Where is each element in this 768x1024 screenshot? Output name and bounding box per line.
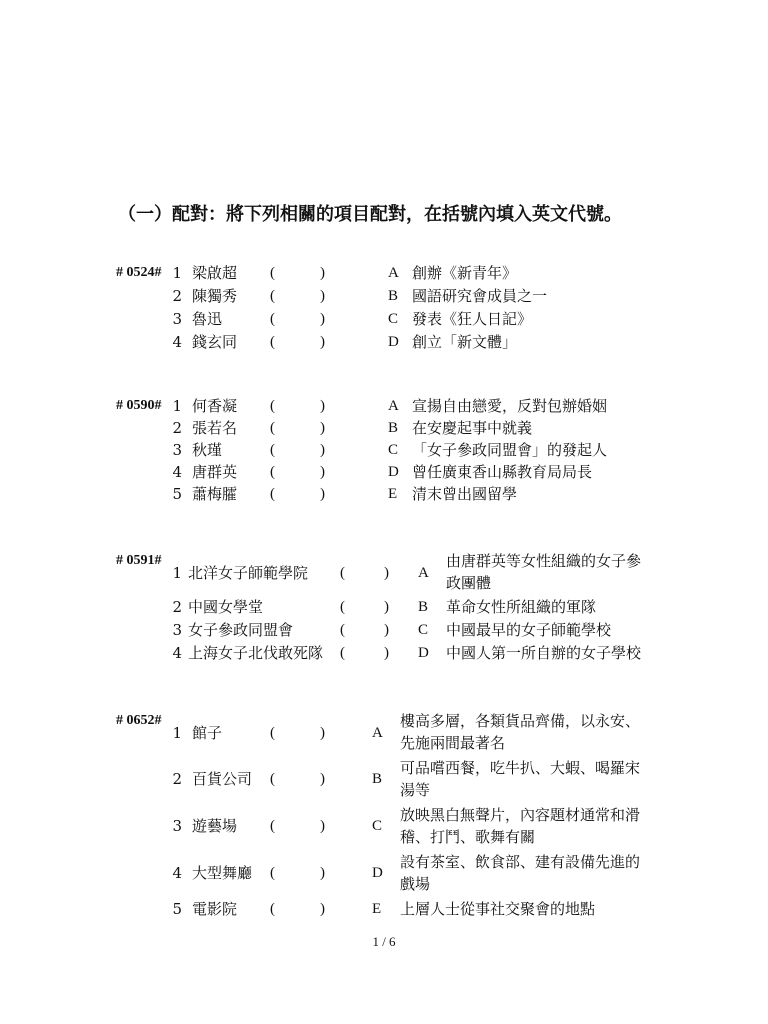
answer-close-paren: ) [320, 420, 325, 436]
option-desc: 中國最早的女子師範學校 [446, 621, 612, 639]
option-letter: E [372, 901, 382, 917]
option-desc-line1: 由唐群英等女性組織的女子參 [446, 552, 642, 570]
answer-close-paren: ) [384, 622, 389, 638]
answer-close-paren: ) [384, 645, 389, 661]
item-term: 唐群英 [192, 463, 238, 481]
option-letter: C [372, 818, 383, 834]
answer-open-paren: ( [270, 420, 275, 436]
option-letter: D [418, 645, 429, 661]
option-desc-line2: 戲場 [400, 875, 431, 893]
answer-open-paren: ( [340, 599, 345, 615]
option-letter: D [372, 865, 383, 881]
option-desc: 在安慶起事中就義 [412, 419, 533, 437]
option-letter: B [372, 771, 383, 787]
item-term: 大型舞廳 [192, 864, 253, 882]
option-letter: B [418, 599, 429, 615]
answer-close-paren: ) [320, 311, 325, 327]
item-number: 3 [172, 441, 182, 459]
item-number: 5 [172, 900, 182, 918]
match-row [0, 285, 768, 307]
option-desc-line2: 稽、打鬥、歌舞有關 [400, 828, 536, 846]
match-row [0, 417, 768, 439]
item-term: 中國女學堂 [188, 598, 264, 616]
item-number: 1 [172, 564, 182, 582]
match-row [0, 596, 768, 618]
answer-close-paren: ) [384, 599, 389, 615]
item-term: 蕭梅臛 [192, 485, 238, 503]
option-letter: C [388, 311, 399, 327]
item-number: 2 [172, 598, 182, 616]
question-code: # 0524# [116, 265, 162, 280]
match-row [0, 483, 768, 505]
answer-open-paren: ( [270, 725, 275, 741]
option-desc-line1: 樓高多層，各類貨品齊備，以永安、 [400, 712, 641, 730]
answer-close-paren: ) [320, 398, 325, 414]
match-row [0, 619, 768, 641]
answer-open-paren: ( [270, 901, 275, 917]
option-desc-line1: 設有茶室、飲食部、建有設備先進的 [400, 853, 641, 871]
answer-close-paren: ) [320, 771, 325, 787]
option-letter: B [388, 420, 399, 436]
item-term: 魯迅 [192, 310, 223, 328]
option-desc: 中國人第一所自辦的女子學校 [446, 644, 642, 662]
item-term: 陳獨秀 [192, 287, 238, 305]
option-desc: 創立「新文體」 [412, 333, 518, 351]
answer-open-paren: ( [270, 311, 275, 327]
option-desc-line2: 政團體 [446, 574, 492, 592]
answer-close-paren: ) [320, 334, 325, 350]
item-number: 3 [172, 621, 182, 639]
option-desc: 發表《狂人日記》 [412, 310, 533, 328]
question-code: # 0591# [116, 553, 162, 568]
item-term: 何香凝 [192, 397, 238, 415]
answer-open-paren: ( [270, 865, 275, 881]
option-desc: 曾任廣東香山縣教育局局長 [412, 463, 593, 481]
answer-close-paren: ) [320, 464, 325, 480]
page-number: 1 / 6 [372, 934, 396, 949]
item-number: 2 [172, 419, 182, 437]
item-term: 女子參政同盟會 [188, 621, 294, 639]
item-term: 館子 [192, 724, 223, 742]
match-row [0, 757, 768, 803]
match-row [0, 550, 768, 594]
item-number: 4 [172, 644, 182, 662]
question-code: # 0652# [116, 713, 162, 728]
answer-close-paren: ) [384, 565, 389, 581]
answer-open-paren: ( [340, 622, 345, 638]
item-number: 3 [172, 310, 182, 328]
option-desc: 國語研究會成員之一 [412, 287, 548, 305]
answer-open-paren: ( [340, 565, 345, 581]
item-term: 秋瑾 [192, 441, 223, 459]
option-letter: D [388, 464, 399, 480]
match-row [0, 804, 768, 850]
item-term: 百貨公司 [192, 770, 253, 788]
option-desc-line1: 放映黑白無聲片，內容題材通常和滑 [400, 806, 641, 824]
item-term: 遊藝場 [192, 817, 238, 835]
item-number: 2 [172, 287, 182, 305]
answer-open-paren: ( [270, 265, 275, 281]
answer-open-paren: ( [270, 818, 275, 834]
answer-open-paren: ( [270, 288, 275, 304]
option-letter: A [388, 265, 399, 281]
match-row [0, 642, 768, 664]
item-number: 3 [172, 817, 182, 835]
answer-open-paren: ( [270, 442, 275, 458]
option-letter: A [372, 725, 383, 741]
option-desc: 創辦《新青年》 [412, 264, 518, 282]
match-row [0, 439, 768, 461]
item-term: 錢玄同 [192, 333, 238, 351]
item-number: 1 [172, 264, 182, 282]
item-term: 電影院 [192, 900, 238, 918]
option-desc: 「女子參政同盟會」的發起人 [412, 441, 608, 459]
option-desc-line1: 可品嚐西餐，吃牛扒、大蝦、喝羅宋 [400, 759, 641, 777]
answer-open-paren: ( [340, 645, 345, 661]
option-letter: A [388, 398, 399, 414]
option-desc: 宣揚自由戀愛，反對包辦婚姻 [412, 397, 608, 415]
answer-close-paren: ) [320, 725, 325, 741]
item-number: 1 [172, 397, 182, 415]
answer-close-paren: ) [320, 865, 325, 881]
match-row [0, 262, 768, 284]
answer-close-paren: ) [320, 818, 325, 834]
item-number: 4 [172, 463, 182, 481]
item-number: 1 [172, 724, 182, 742]
item-number: 4 [172, 333, 182, 351]
match-row [0, 308, 768, 330]
answer-close-paren: ) [320, 265, 325, 281]
item-term: 上海女子北伐敢死隊 [188, 644, 324, 662]
match-row [0, 331, 768, 353]
answer-open-paren: ( [270, 334, 275, 350]
match-row [0, 898, 768, 920]
match-row [0, 851, 768, 897]
item-term: 張若名 [192, 419, 238, 437]
option-letter: E [388, 486, 398, 502]
section-title: （一）配對：將下列相關的項目配對，在括號內填入英文代號。 [118, 204, 622, 225]
option-letter: C [418, 622, 429, 638]
option-desc: 清末曾出國留學 [412, 485, 518, 503]
question-code: # 0590# [116, 398, 162, 413]
answer-close-paren: ) [320, 486, 325, 502]
answer-open-paren: ( [270, 464, 275, 480]
option-desc-line2: 先施兩間最著名 [400, 734, 506, 752]
answer-close-paren: ) [320, 288, 325, 304]
item-number: 5 [172, 485, 182, 503]
answer-open-paren: ( [270, 486, 275, 502]
answer-close-paren: ) [320, 901, 325, 917]
option-desc: 上層人士從事社交聚會的地點 [400, 900, 596, 918]
option-letter: B [388, 288, 399, 304]
match-row [0, 461, 768, 483]
item-term: 梁啟超 [192, 264, 238, 282]
item-number: 2 [172, 770, 182, 788]
item-number: 4 [172, 864, 182, 882]
answer-open-paren: ( [270, 398, 275, 414]
option-letter: D [388, 334, 399, 350]
match-row [0, 395, 768, 417]
option-letter: C [388, 442, 399, 458]
option-desc: 革命女性所組織的軍隊 [446, 598, 597, 616]
option-desc-line2: 湯等 [400, 781, 431, 799]
match-row [0, 710, 768, 756]
item-term: 北洋女子師範學院 [188, 564, 309, 582]
answer-close-paren: ) [320, 442, 325, 458]
answer-open-paren: ( [270, 771, 275, 787]
option-letter: A [418, 565, 429, 581]
